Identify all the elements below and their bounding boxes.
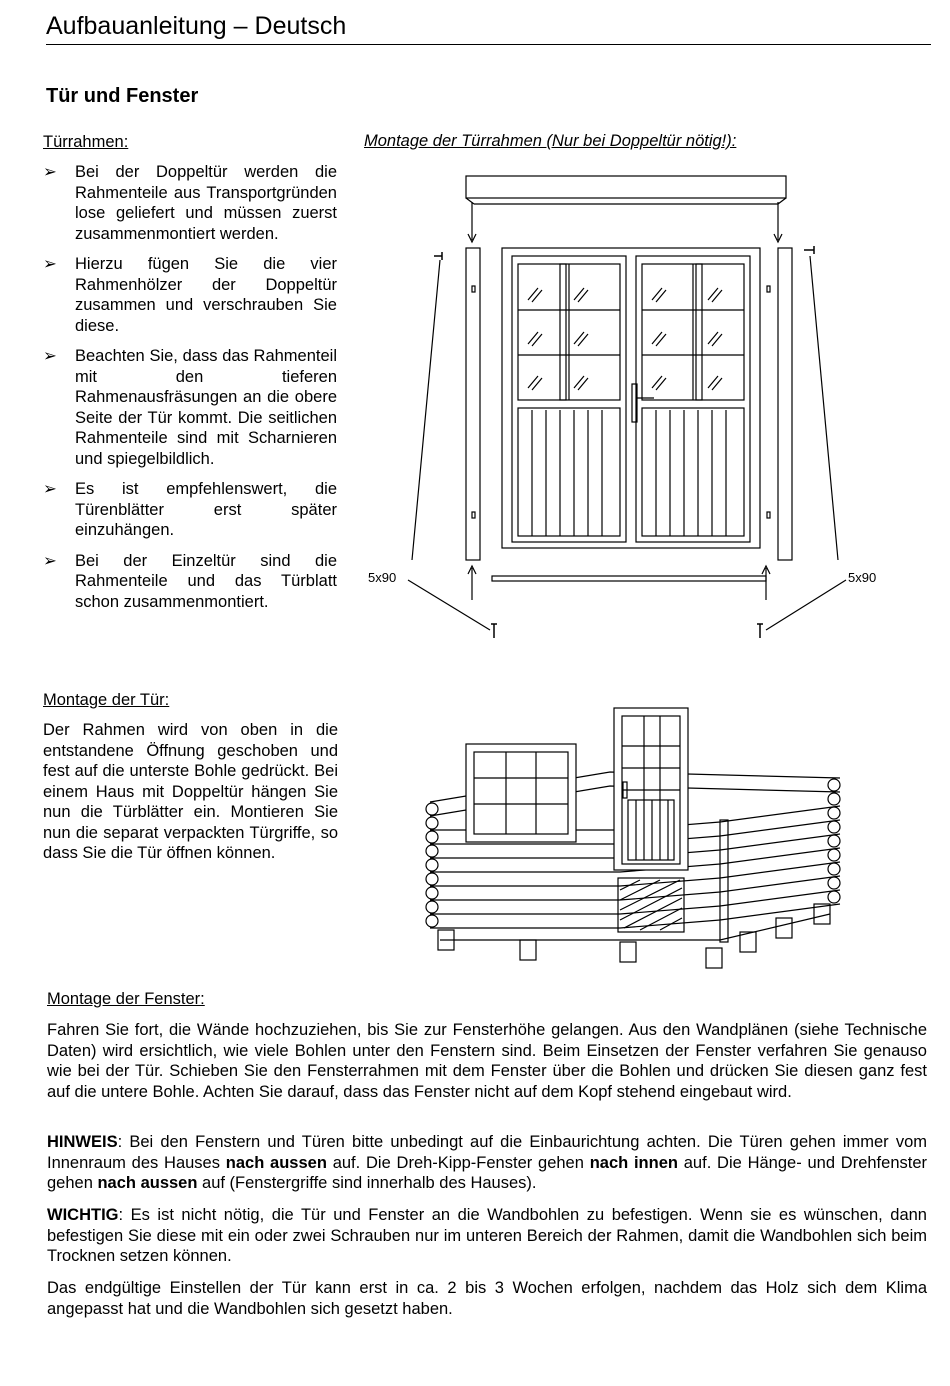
hinweis-paragraph: HINWEIS: Bei den Fenstern und Türen bitte unbedingt auf die Einbaurichtung achten. Die Türen gehen immer vom Innenraum des Hauses nach aussen auf. Die Dreh-Kipp-Fenster gehen nach innen auf. Die Hänge- und Drehfenster gehen nach aussen auf (Fenstergriffe sind innerhalb des Hauses). [47,1133,927,1192]
wichtig-label: WICHTIG [47,1206,119,1224]
arrow-bullet-icon: ➢ [43,347,57,365]
top-frame-rail [466,176,786,198]
arrow-bullet-icon: ➢ [43,255,57,273]
screw-icon [804,246,814,254]
list-item: ➢ Beachten Sie, dass das Rahmenteil mit den tieferen Rahmenausfräsungen an die obere Seite der Tür kommt. Die seitlichen Rahmenteile sind mit Scharnieren und spiegelbildlich. [43,347,337,468]
screw-icon [491,624,497,638]
list-item: ➢ Bei der Einzeltür sind die Rahmenteile und das Türblatt schon zusammenmontiert. [43,551,337,611]
right-frame-post [778,248,792,560]
figure1-caption: Montage der Türrahmen (Nur bei Doppeltür nötig!): [364,132,737,150]
screw-size-label-left: 5x90 [368,570,397,585]
arrow-bullet-icon: ➢ [43,480,57,498]
turrahmen-list [43,162,337,622]
screw-size-label-right: 5x90 [848,570,877,585]
wichtig-paragraph: WICHTIG: Es ist nicht nötig, die Tür und Fenster an die Wandbohlen zu befestigen. Wenn sie es wünschen, dann befestigen Sie diese mit ein oder zwei Schrauben nur im unteren Bereich der Rahmen, damit die Wandbohlen sich beim Trocknen setzen können. [47,1206,927,1265]
arrow-bullet-icon: ➢ [43,551,57,570]
window-frame [466,744,576,842]
arrow-bullet-icon: ➢ [43,163,57,181]
door-frame [614,708,688,870]
page-header-title: Aufbauanleitung – Deutsch [46,12,347,40]
hinweis-label: HINWEIS [47,1133,118,1151]
door-frame-diagram [362,160,932,650]
montage-tuer-body: Der Rahmen wird von oben in die entstandene Öffnung geschoben und fest auf die unterste Bohle gedrückt. Bei einem Haus mit Doppeltür hängen Sie nun die Türblätter ein. Montieren Sie nun die separat verpackten Türgriffe, so dass Sie die Tür öffnen können. [43,721,338,862]
double-door-leaves [502,248,760,548]
montage-fenster-heading: Montage der Fenster: [47,990,205,1008]
fenster-paragraph-1: Fahren Sie fort, die Wände hochzuziehen, bis Sie zur Fensterhöhe gelangen. Aus den Wandplänen (siehe Technische Daten) wird ersichtlich, wie viele Bohlen unter den Fenstern sind. Beim Einsetzen der Fenster verfahren Sie genauso wie bei der Tür. Schieben Sie den Fensterrahmen mit dem Fenster über die Bohlen und drücken Sie diesen ganz fest auf die untere Bohle. Achten Sie darauf, dass das Fenster nicht auf dem Kopf stehend eingebaut wird. [47,1021,927,1101]
list-item: ➢ Es ist empfehlenswert, die Türenblätter erst später einzuhängen. [43,480,337,539]
left-frame-post [466,248,480,560]
screw-icon [757,624,763,638]
montage-tuer-heading: Montage der Tür: [43,691,170,709]
header-rule [46,44,931,45]
list-item: ➢ Bei der Doppeltür werden die Rahmenteile aus Transportgründen lose geliefert und müssen zuerst zusammenmontiert werden. [43,163,337,243]
bottom-frame-rail [492,576,766,581]
list-item: ➢ Hierzu fügen Sie die vier Rahmenhölzer der Doppeltür zusammen und verschrauben Sie diese. [43,255,337,335]
turrahmen-heading: Türrahmen: [43,133,129,151]
section-title: Tür und Fenster [46,85,199,107]
fenster-paragraph-4: Das endgültige Einstellen der Tür kann erst in ca. 2 bis 3 Wochen erfolgen, nachdem das Holz sich dem Klima angepasst hat und die Wandbohlen sich gesetzt haben. [47,1279,927,1318]
log-house-diagram [420,700,850,970]
screw-icon [434,252,442,260]
